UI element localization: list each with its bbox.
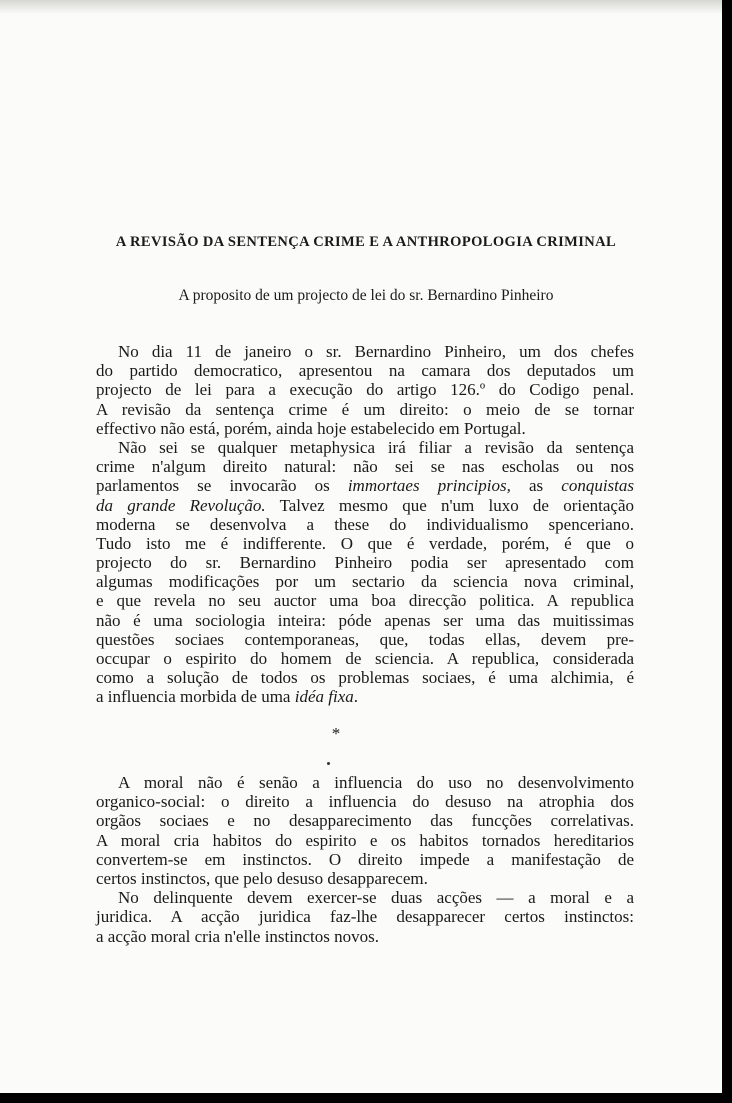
text-fragment: as [529, 476, 544, 496]
section-separator: * [331, 724, 341, 743]
text-line: como a solução de todos os problemas sociaes, é uma alchimia, é [96, 668, 634, 688]
text-line: moderna se desenvolva a these do individualismo spenceriano. [96, 514, 634, 534]
print-speck [327, 762, 330, 765]
text-line: crime n'algum direito natural: não sei se nas escholas ou nos [96, 457, 634, 477]
text-line [96, 687, 634, 706]
text-line: a acção moral cria n'elle instinctos novos. [96, 926, 379, 946]
text-line: No delinquente devem exercer-se duas acções — a moral e a [118, 888, 634, 908]
text-fragment: parlamentos se invocarão os [96, 476, 330, 496]
text-line: A moral cria habitos do espirito e os habitos tornados hereditarios [96, 830, 634, 850]
text-line: effectivo não está, porém, ainda hoje estabelecido em Portugal. [96, 418, 526, 438]
text-line: juridica. A acção juridica faz-lhe desapparecer certos instinctos: [96, 907, 634, 927]
text-line: projecto de lei para a execução do artigo 126.º do Codigo penal. [96, 380, 634, 400]
section-1-body [96, 342, 634, 707]
text-line: orgãos sociaes e no desapparecimento das funcções correlativas. [96, 811, 634, 831]
text-line [96, 476, 634, 495]
text-line: occupar o espirito do homem de sciencia. A republica, considerada [96, 649, 634, 668]
text-line: convertem-se em instinctos. O direito impede a manifestação de [96, 849, 634, 869]
text-line: questões sociaes contemporaneas, que, todas ellas, devem pre- [96, 629, 634, 649]
text-line: não é uma sociologia inteira: póde apenas ser uma das muitissimas [96, 610, 634, 630]
text-line: A revisão da sentença crime é um direito: o meio de se tornar [96, 399, 634, 419]
text-line: projecto do sr. Bernardino Pinheiro podia ser apresentado com [96, 553, 634, 573]
article-title: A REVISÃO DA SENTENÇA CRIME E A ANTHROPOLOGIA CRIMINAL [115, 234, 617, 250]
italic-phrase: immortaes principios, [347, 476, 511, 496]
text-line: Não sei se qualquer metaphysica irá filiar a revisão da sentença [118, 437, 634, 457]
text-line: do partido democratico, apresentou na camara dos deputados um [96, 361, 634, 381]
text-line: certos instinctos, que pelo desuso desapparecem. [96, 868, 428, 888]
text-fragment: . [353, 687, 358, 707]
section-2-body [96, 773, 634, 946]
text-line: algumas modificações por um sectario da sciencia nova criminal, [96, 572, 634, 592]
text-line: Tudo isto me é indifferente. O que é verdade, porém, é que o [96, 533, 634, 553]
text-line: organico-social: o direito a influencia do desuso na atrophia dos [96, 792, 634, 812]
scan-edge [0, 0, 722, 14]
article-subtitle: A proposito de um projecto de lei do sr. Bernardino Pinheiro [178, 287, 554, 304]
italic-phrase: idéa fixa [294, 687, 354, 707]
italic-phrase: da grande Revolução. [96, 495, 266, 515]
text-fragment: Talvez mesmo que n'um luxo de orientação [279, 495, 635, 515]
text-fragment: a influencia morbida de uma [96, 687, 291, 707]
italic-phrase: conquistas [561, 476, 635, 496]
text-line: e que revela no seu auctor uma boa direcção politica. A republica [96, 591, 634, 611]
text-line: A moral não é senão a influencia do uso no desenvolvimento [118, 773, 634, 792]
text-line: No dia 11 de janeiro o sr. Bernardino Pinheiro, um dos chefes [118, 342, 634, 361]
text-line [96, 496, 634, 515]
